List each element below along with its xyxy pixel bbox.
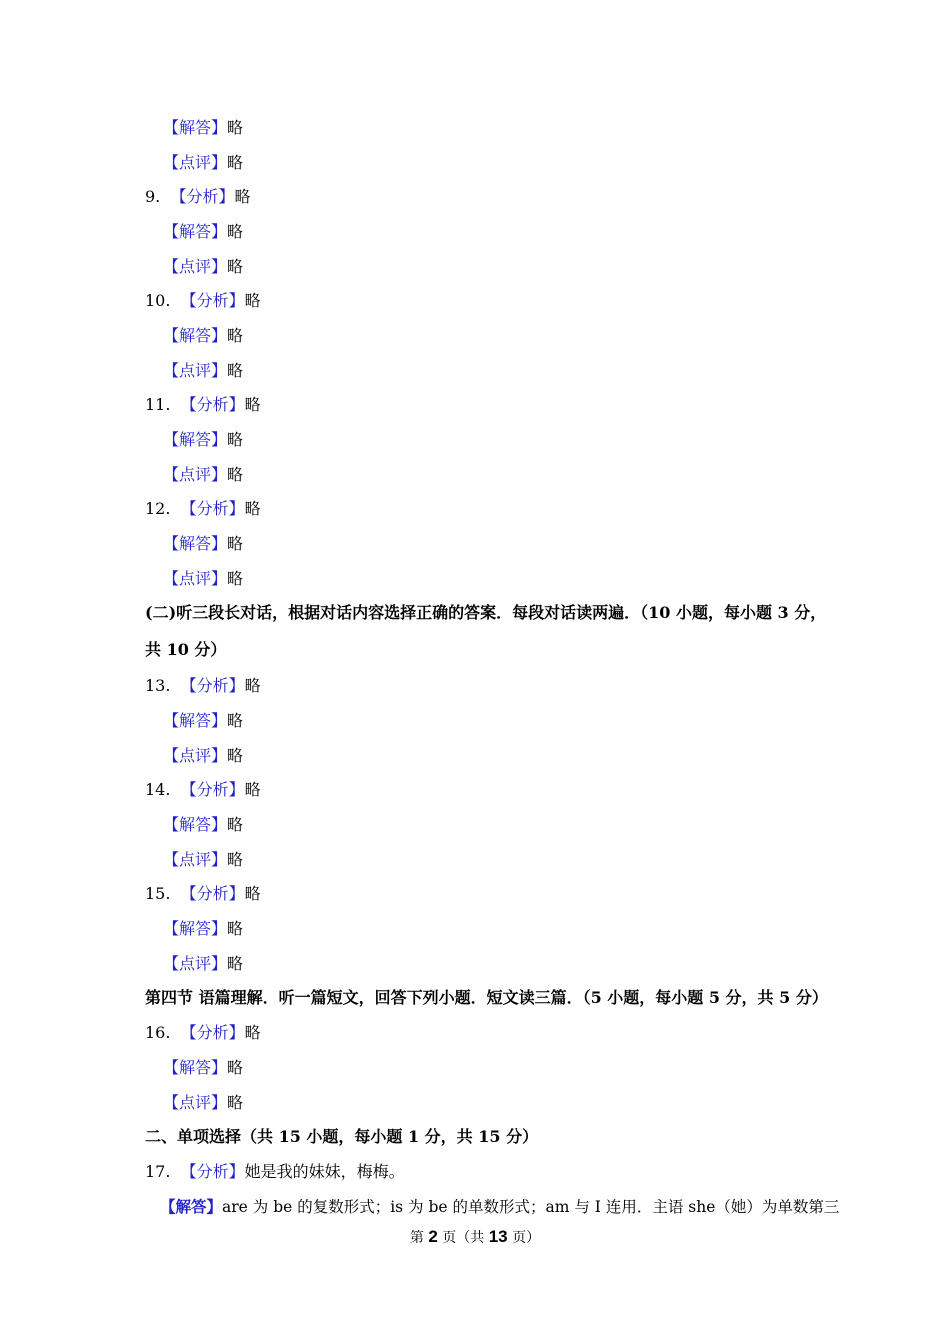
question-number: 11. — [145, 395, 171, 414]
answer-text: 略 — [227, 919, 244, 938]
q10-comment-line — [163, 361, 243, 381]
q11-answer-line — [163, 430, 243, 450]
analysis-tag: 【分析】 — [180, 676, 245, 695]
analysis-text: 略 — [244, 1023, 261, 1042]
comment-text: 略 — [227, 153, 244, 172]
analysis-tag: 【分析】 — [180, 884, 245, 903]
q14-answer-line — [163, 815, 243, 835]
comment-tag: 【点评】 — [163, 746, 228, 765]
answer-text: 略 — [227, 1058, 244, 1077]
q13-comment-line — [163, 746, 243, 766]
comment-tag: 【点评】 — [163, 569, 228, 588]
comment-text: 略 — [227, 257, 244, 276]
q9-comment-line — [163, 257, 243, 277]
answer-tag: 【解答】 — [163, 1058, 228, 1077]
q12-comment-line — [163, 569, 243, 589]
answer-text: 略 — [227, 430, 244, 449]
analysis-tag: 【分析】 — [180, 291, 245, 310]
answer-tag: 【解答】 — [163, 711, 228, 730]
q9-analysis-line — [145, 187, 250, 207]
question-number: 16. — [145, 1023, 171, 1042]
section-heading-part4: 第四节 语篇理解．听一篇短文，回答下列小题．短文读三篇．（5 小题，每小题 5 分，共 5 分） — [145, 988, 828, 1007]
analysis-tag: 【分析】 — [180, 395, 245, 414]
analysis-text: 略 — [244, 884, 261, 903]
q10-analysis-line — [145, 291, 261, 311]
answer-tag: 【解答】 — [163, 534, 228, 553]
answer-tag: 【解答】 — [163, 430, 228, 449]
footer-suffix: 页） — [507, 1230, 541, 1246]
comment-text: 略 — [227, 746, 244, 765]
analysis-tag: 【分析】 — [170, 187, 235, 206]
answer-tag: 【解答】 — [163, 326, 228, 345]
current-page-number: 2 — [428, 1227, 438, 1246]
comment-tag: 【点评】 — [163, 954, 228, 973]
comment-text: 略 — [227, 361, 244, 380]
comment-tag: 【点评】 — [163, 257, 228, 276]
analysis-text: 她是我的妹妹，梅梅。 — [244, 1162, 405, 1181]
footer-prefix: 第 — [409, 1230, 429, 1246]
comment-tag: 【点评】 — [163, 850, 228, 869]
analysis-tag: 【分析】 — [180, 499, 245, 518]
question-number: 12. — [145, 499, 171, 518]
answer-text: 略 — [227, 711, 244, 730]
answer-text: 略 — [227, 534, 244, 553]
q16-answer-line — [163, 1058, 243, 1078]
question-number: 15. — [145, 884, 171, 903]
comment-text: 略 — [227, 569, 244, 588]
q11-analysis-line — [145, 395, 261, 415]
q10-answer-line — [163, 326, 243, 346]
question-number: 10. — [145, 291, 171, 310]
analysis-text: 略 — [244, 780, 261, 799]
analysis-text: 略 — [244, 676, 261, 695]
answer-tag: 【解答】 — [163, 222, 228, 241]
answer-tag: 【解答】 — [163, 118, 228, 137]
analysis-text: 略 — [234, 187, 251, 206]
q15-analysis-line — [145, 884, 261, 904]
section-heading-choice: 二、单项选择（共 15 小题，每小题 1 分，共 15 分） — [145, 1127, 539, 1146]
comment-tag: 【点评】 — [163, 153, 228, 172]
q14-analysis-line — [145, 780, 261, 800]
q8-answer-line — [163, 118, 243, 138]
question-number: 17. — [145, 1162, 171, 1181]
question-number: 9. — [145, 187, 161, 206]
q8-comment-line — [163, 153, 243, 173]
q15-comment-line — [163, 954, 243, 974]
answer-text: 略 — [227, 222, 244, 241]
q17-answer-line — [160, 1197, 839, 1217]
q12-analysis-line — [145, 499, 261, 519]
q17-analysis-line — [145, 1162, 405, 1182]
answer-tag: 【解答】 — [160, 1197, 223, 1216]
q9-answer-line — [163, 222, 243, 242]
analysis-tag: 【分析】 — [180, 780, 245, 799]
answer-text: 略 — [227, 118, 244, 137]
answer-text: 略 — [227, 326, 244, 345]
section-heading-part2-cont: 共 10 分） — [145, 640, 227, 659]
comment-tag: 【点评】 — [163, 465, 228, 484]
total-page-count: 13 — [488, 1227, 508, 1246]
question-number: 14. — [145, 780, 171, 799]
answer-text: are 为 be 的复数形式；is 为 be 的单数形式；am 与 I 连用．主语 she（她）为单数第三 — [222, 1198, 840, 1216]
comment-tag: 【点评】 — [163, 361, 228, 380]
q13-answer-line — [163, 711, 243, 731]
analysis-text: 略 — [244, 395, 261, 414]
analysis-tag: 【分析】 — [180, 1023, 245, 1042]
analysis-tag: 【分析】 — [180, 1162, 245, 1181]
comment-text: 略 — [227, 465, 244, 484]
q11-comment-line — [163, 465, 243, 485]
q13-analysis-line — [145, 676, 261, 696]
question-number: 13. — [145, 676, 171, 695]
q16-comment-line — [163, 1093, 243, 1113]
page-footer — [0, 1227, 950, 1247]
answer-tag: 【解答】 — [163, 919, 228, 938]
analysis-text: 略 — [244, 499, 261, 518]
q16-analysis-line — [145, 1023, 261, 1043]
answer-text: 略 — [227, 815, 244, 834]
answer-tag: 【解答】 — [163, 815, 228, 834]
q15-answer-line — [163, 919, 243, 939]
q12-answer-line — [163, 534, 243, 554]
q14-comment-line — [163, 850, 243, 870]
analysis-text: 略 — [244, 291, 261, 310]
section-heading-part2: (二)听三段长对话，根据对话内容选择正确的答案．每段对话读两遍．（10 小题，每小题 3 分， — [145, 603, 827, 622]
footer-middle: 页（共 — [437, 1230, 489, 1246]
comment-text: 略 — [227, 1093, 244, 1112]
comment-tag: 【点评】 — [163, 1093, 228, 1112]
comment-text: 略 — [227, 850, 244, 869]
comment-text: 略 — [227, 954, 244, 973]
